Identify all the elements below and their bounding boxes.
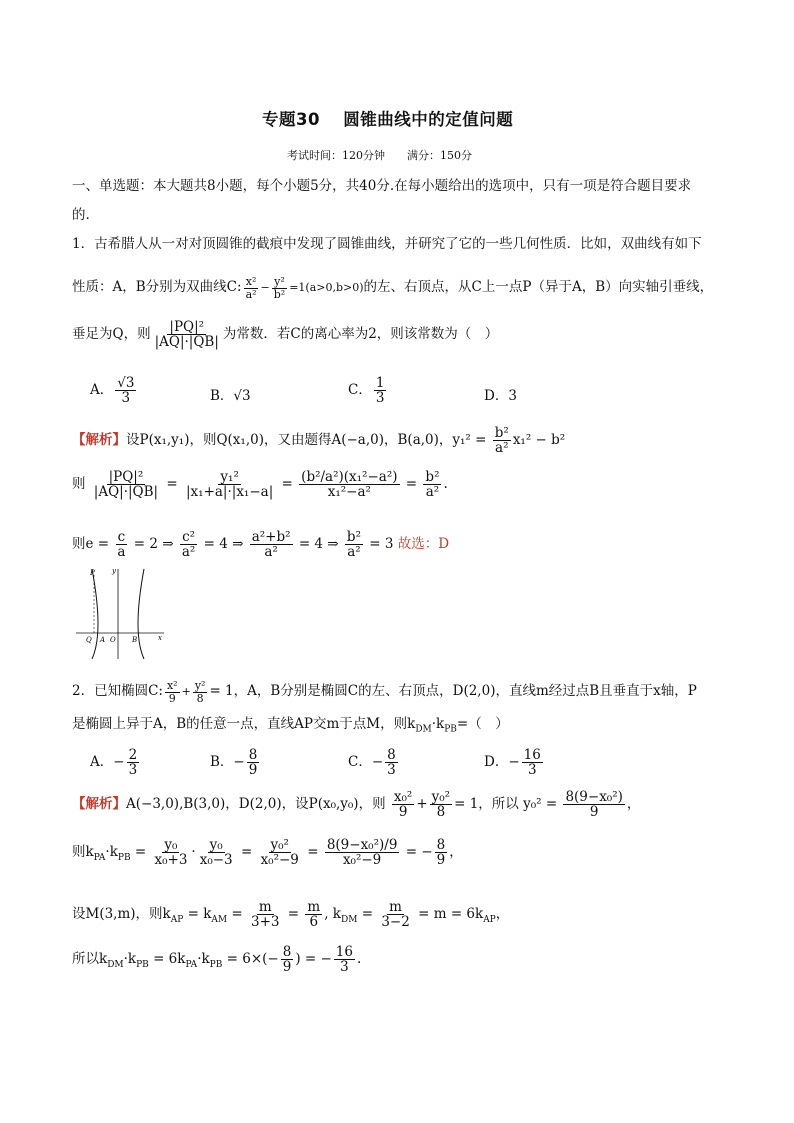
q1-stem-line2: 性质：A，B分别为双曲线C: $\frac{\text{x²}}{\text{a²}}$ − $\frac{\text{y²}}{\text{b²}}$ =1(a>0,b>0)的左、右顶点，从C上一点P（异于A，B）向实轴引垂线， <box>72 275 714 301</box>
left-branch <box>92 569 98 659</box>
q1-option-d[interactable]: D．3 <box>484 388 517 404</box>
label-a: A <box>100 636 106 644</box>
q2-analysis-2: 则$k_{PA}\cdot k_{PB}$ = $\frac{\text{y₀}}{\text{x₀+3}}$ · $\frac{\text{y₀}}{\text{x₀−3}}$ = $\frac{\text{y₀²}}{\text{x₀²−9}}$ = $\frac{\text{8(9−x₀²)/9}}{\text{x₀²−9}}$ = − $\frac{8}{9}$ ， <box>72 837 463 869</box>
label-o: O <box>110 636 116 644</box>
label-y: y <box>112 567 116 575</box>
q2-option-c[interactable]: C．− $\frac{8}{3}$ <box>348 747 396 779</box>
q1-analysis-2: 则 $\frac{\text{|PQ|²}}{|AQ|\cdot|QB|}$ = $\frac{\text{y₁²}}{\text{|x₁+a|·|x₁−a|}}$ = $\frac{\text{(b²/a²)(x₁²−a²)}}{\text{x₁²−a²}}$ = $\frac{\text{b²}}{\text{a²}}$ . <box>72 469 448 501</box>
section-heading: 一、单选题：本大题共8小题，每个小题5分，共40分.在每小题给出的选项中，只有一项是符合题目要求 <box>72 178 692 194</box>
label-p: P <box>90 569 95 577</box>
q1-analysis-3: 则e = $\frac{c}{a}$ = 2 ⇒ $\frac{\text{c²}}{\text{a²}}$ = 4 ⇒ $\frac{\text{a²+b²}}{\text{a²}}$ = 4 ⇒ $\frac{\text{b²}}{\text{a²}}$ = 3 故选：D <box>72 529 450 561</box>
q2-analysis-3: 设M(3,m)，则$k_{AP} = k_{AM}$ = $\frac{m}{3+3}$ = $\frac{m}{6}$ , $k_{DM}$ = $\frac{m}{3-2}$ = $m = 6k_{AP}$， <box>72 899 510 931</box>
q2-option-b[interactable]: B．− $\frac{8}{9}$ <box>210 747 258 779</box>
q1-stem-line1: 1．古希腊人从一对对顶圆锥的截痕中发现了圆锥曲线，并研究了它的一些几何性质．比如，双曲线有如下 <box>72 236 702 252</box>
q1-option-c[interactable]: C． $\frac{1}{3}$ <box>348 375 385 407</box>
q1-option-b[interactable]: B．√3 <box>210 388 251 404</box>
label-x: x <box>158 634 162 642</box>
q1-option-a[interactable]: A． $\frac{√3}{3}$ <box>90 375 135 407</box>
q2-stem-line2: 是椭圆上异于A，B的任意一点，直线AP交m于点M，则$k_{DM}\cdot k_{PB}=$（ ） <box>72 716 509 735</box>
q2-stem-line1: 2．已知椭圆C: $\frac{\text{x²}}{9}$ + $\frac{\text{y²}}{8}$ = 1，A，B分别是椭圆C的左、右顶点，D(2,0)，直线m经过点B且垂直于x轴，P <box>72 679 697 705</box>
page-title: 专题30 圆锥曲线中的定值问题 <box>262 110 514 129</box>
q2-option-d[interactable]: D．− $\frac{16}{3}$ <box>484 747 541 779</box>
section-heading-cont: 的. <box>72 207 90 223</box>
q1-analysis-1: 【解析】设P(x₁,y₁)，则Q(x₁,0)，又由题得A(−a,0)，B(a,0)，y₁² = $\frac{\text{b²}}{\text{a²}}$ x₁² − b² <box>72 425 566 457</box>
label-b: B <box>132 636 138 644</box>
q2-option-a[interactable]: A．− $\frac{2}{3}$ <box>90 747 138 779</box>
right-branch <box>138 569 144 659</box>
q1-stem-line3: 垂足为Q，则 $\frac{\text{|PQ|²}}{|AQ|\cdot|QB|}$ 为常数．若C的离心率为2，则该常数为（ ） <box>72 319 499 351</box>
q2-analysis-1: 【解析】A(−3,0),B(3,0)，D(2,0)，设P(x₀,y₀)，则 $\frac{\text{x₀²}}{9}$ + $\frac{\text{y₀²}}{8}$ = 1，所以 y₀² = $\frac{\text{8(9−x₀²)}}{9}$ ， <box>72 789 641 821</box>
label-q: Q <box>86 636 92 644</box>
exam-meta: 考试时间：120分钟 满分：150分 <box>287 149 472 162</box>
q2-analysis-4: 所以$k_{DM}\cdot k_{PB} = 6k_{PA}\cdot k_{PB} = 6\times(-$ $\frac{8}{9}$ ) = − $\frac{16}{3}$ . <box>72 944 362 976</box>
hyperbola-graph <box>72 565 168 661</box>
